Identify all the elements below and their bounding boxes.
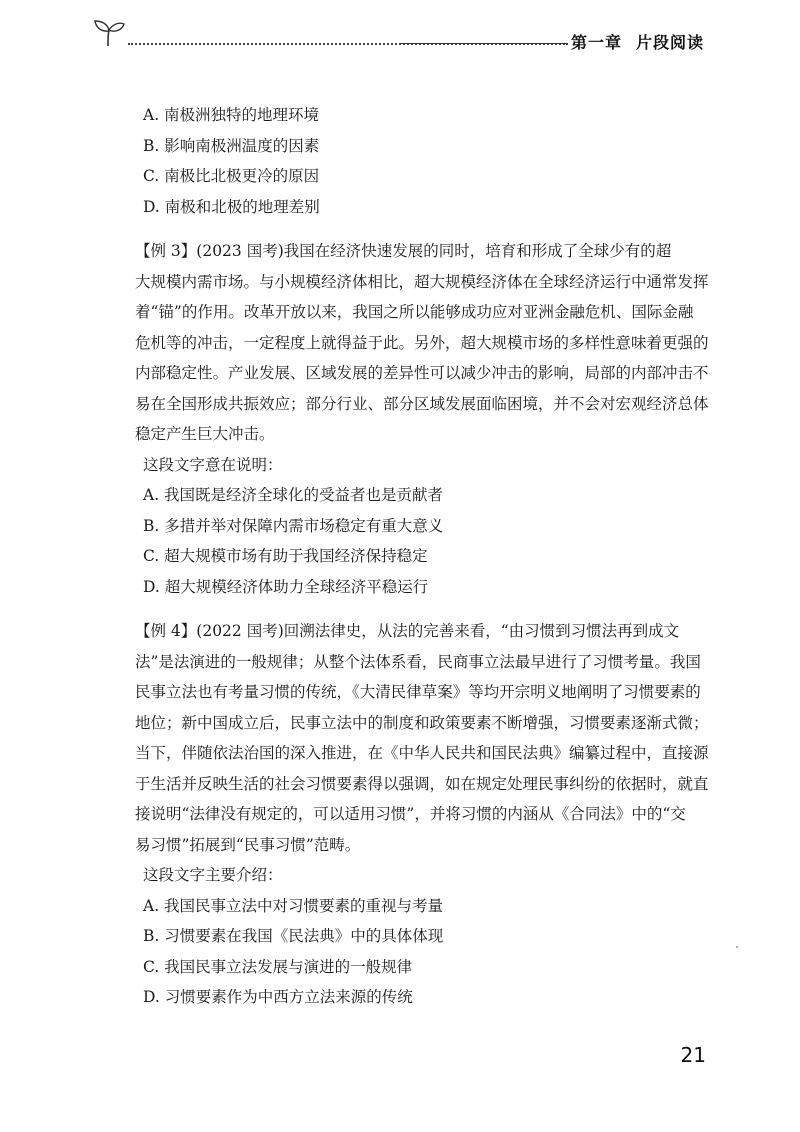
example-4-option-b: B. 习惯要素在我国《民法典》中的具体体现 bbox=[143, 927, 444, 945]
chapter-heading bbox=[571, 30, 704, 53]
header-solid-rule bbox=[400, 43, 568, 44]
example-3-line: 【例 3】(2023 国考)我国在经济快速发展的同时，培育和形成了全球少有的超 bbox=[135, 242, 672, 260]
example-3-line: 内部稳定性。产业发展、区域发展的差异性可以减少冲击的影响，局部的内部冲击不 bbox=[135, 364, 709, 382]
example-4-line: 法”是法演进的一般规律；从整个法体系看，民商事立法最早进行了习惯考量。我国 bbox=[135, 652, 701, 671]
example-3 bbox=[135, 236, 709, 602]
page-body bbox=[135, 100, 709, 1013]
example-4-line: 民事立法也有考量习惯的传统，《大清民律草案》等均开宗明义地阐明了习惯要素的 bbox=[135, 683, 701, 701]
example-3-option-b: B. 多措并举对保障内需市场稳定有重大意义 bbox=[143, 516, 444, 535]
example-4-line: 易习惯”拓展到“民事习惯”范畴。 bbox=[135, 835, 361, 854]
example-3-line: 危机等的冲击，一定程度上就得益于此。另外，超大规模市场的多样性意味着更强的 bbox=[135, 333, 709, 352]
example-3-question: 这段文字意在说明： bbox=[143, 455, 283, 474]
example-4-line: 【例 4】(2022 国考)回溯法律史，从法的完善来看，“由习惯到习惯法再到成文 bbox=[135, 622, 680, 640]
page-header bbox=[0, 0, 800, 60]
example-3-line: 着“锚”的作用。改革开放以来，我国之所以能够成功应对亚洲金融危机、国际金融 bbox=[135, 303, 694, 321]
example-4-line: 地位；新中国成立后，民事立法中的制度和政策要素不断增强，习惯要素逐渐式微； bbox=[135, 713, 709, 732]
sprout-icon bbox=[92, 18, 126, 48]
option-d: D. 南极和北极的地理差别 bbox=[143, 197, 320, 216]
example-4-line: 于生活并反映生活的社会习惯要素得以强调，如在规定处理民事纠纷的依据时，就直 bbox=[135, 774, 709, 793]
chapter-label: 第一章 bbox=[570, 33, 622, 52]
example-4-option-c: C. 我国民事立法发展与演进的一般规律 bbox=[143, 957, 413, 976]
example-4-line: 接说明“法律没有规定的，可以适用习惯”，并将习惯的内涵从《合同法》中的“交 bbox=[135, 805, 686, 823]
option-a: A. 南极洲独特的地理环境 bbox=[143, 106, 320, 124]
example-4-question: 这段文字主要介绍： bbox=[143, 866, 283, 884]
example-4-line: 当下，伴随依法治国的深入推进，在《中华人民共和国民法典》编纂过程中，直接源 bbox=[135, 744, 709, 762]
scan-speck bbox=[736, 946, 738, 948]
example-3-line: 易在全国形成共振效应；部分行业、部分区域发展面临困境，并不会对宏观经济总体 bbox=[135, 394, 709, 413]
option-c: C. 南极比北极更冷的原因 bbox=[143, 167, 320, 185]
example-4 bbox=[135, 616, 709, 1013]
example-4-option-d: D. 习惯要素作为中西方立法来源的传统 bbox=[143, 988, 413, 1006]
page-number: 21 bbox=[680, 1043, 706, 1067]
option-b: B. 影响南极洲温度的因素 bbox=[143, 136, 320, 155]
example-3-option-d: D. 超大规模经济体助力全球经济平稳运行 bbox=[143, 577, 429, 596]
example-3-option-c: C. 超大规模市场有助于我国经济保持稳定 bbox=[143, 547, 428, 565]
section-label: 片段阅读 bbox=[635, 33, 704, 52]
previous-question-options bbox=[135, 100, 675, 222]
example-3-line: 大规模内需市场。与小规模经济体相比，超大规模经济体在全球经济运行中通常发挥 bbox=[135, 272, 709, 291]
example-3-option-a: A. 我国既是经济全球化的受益者也是贡献者 bbox=[143, 486, 444, 504]
example-3-line: 稳定产生巨大冲击。 bbox=[135, 425, 275, 443]
example-4-option-a: A. 我国民事立法中对习惯要素的重视与考量 bbox=[143, 896, 444, 915]
